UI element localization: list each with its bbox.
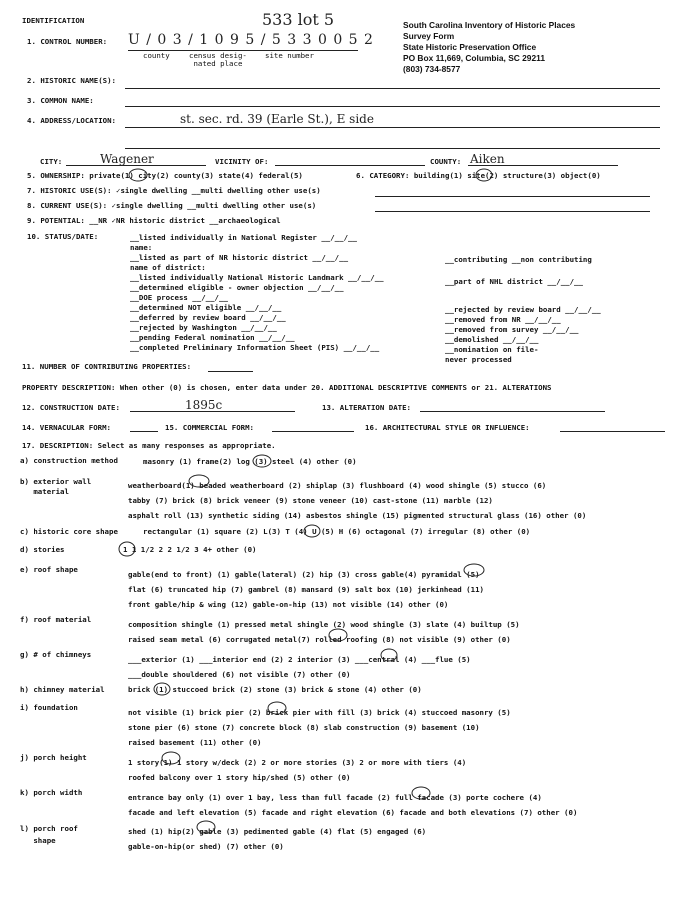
selection-circle [304,525,320,537]
row-label-foundation: i) foundation [20,703,78,712]
option-line: flat (6) truncated hip (7) gambrel (8) mansard (9) salt box (10) jerkinhead (11) [128,585,484,594]
office-line: PO Box 11,669, Columbia, SC 29211 [403,53,545,63]
status-item: __rejected by review board __/__/__ [445,305,601,314]
status-item: name of district: [130,263,206,272]
status-item: __listed as part of NR historic district __/__/__ [130,253,349,262]
description-heading: 17. DESCRIPTION: Select as many responses as appropriate. [22,441,276,450]
selection-circle [412,787,430,799]
commercial-form-label: 15. COMMERCIAL FORM: [165,423,254,432]
status-item: __removed from survey __/__/__ [445,325,579,334]
ownership-line: 5. OWNERSHIP: private(1) city(2) county(3) state(4) federal(5) [27,171,303,180]
row-label-porch-height: j) porch height [20,753,87,762]
status-item: __removed from NR __/__/__ [445,315,561,324]
status-item: __demolished __/__/__ [445,335,539,344]
selection-circle [381,649,397,661]
row-label-porch-width: k) porch width [20,788,83,797]
identification-heading: IDENTIFICATION [22,16,85,25]
contributing-properties-label: 11. NUMBER OF CONTRIBUTING PROPERTIES: [22,362,192,371]
selection-circle [162,752,180,764]
status-item: __contributing __non contributing [445,255,592,264]
row-options-construction: masonry (1) frame(2) log (3) steel (4) other (0) [143,457,357,466]
status-item: __rejected by Washington __/__/__ [130,323,277,332]
row-options-core-shape: rectangular (1) square (2) L(3) T (4) U (5) H (6) octagonal (7) irregular (8) other (0) [143,527,531,536]
site-number-sublabel: site number [265,51,314,60]
office-line: South Carolina Inventory of Historic Places [403,20,576,30]
status-item: __listed individually in National Register __/__/__ [130,233,357,242]
handwritten-lot-note: 533 lot 5 [262,10,335,29]
option-line: 1 story(1) 1 story w/deck (2) 2 or more stories (3) 2 or more with tiers (4) [128,758,467,767]
architectural-style-label: 16. ARCHITECTURAL STYLE OR INFLUENCE: [365,423,530,432]
office-line: (803) 734-8577 [403,64,461,74]
status-item: __determined NOT eligible __/__/__ [130,303,282,312]
control-number-value: U / 0 3 / 1 0 9 5 / 5 3 3 0 0 5 2 [128,32,374,48]
option-line: roofed balcony over 1 story hip/shed (5) other (0) [128,773,351,782]
option-line: ___exterior (1) ___interior end (2) 2 interior (3) ___central (4) ___flue (5) [128,655,471,664]
option-line: weatherboard(1) beaded weatherboard (2) shiplap (3) flushboard (4) wood shingle (5) stucco (6) [128,481,547,490]
selection-circle [476,169,492,181]
census-sublabel: census desig- nated place [189,51,247,69]
option-line: gable(end to front) (1) gable(lateral) (2) hip (3) cross gable(4) pyramidal (5) [128,570,480,579]
row-label-roof-shape: e) roof shape [20,565,78,574]
row-label-porch-roof: l) porch roof shape [20,824,78,845]
address-value: st. sec. rd. 39 (Earle St.), E side [180,112,374,126]
option-line: asphalt roll (13) synthetic siding (14) asbestos shingle (15) pigmented structural glass (16) other (0) [128,511,587,520]
status-item: __DOE process __/__/__ [130,293,228,302]
status-label: 10. STATUS/DATE: [27,232,99,241]
address-label: 4. ADDRESS/LOCATION: [27,116,116,125]
selection-circle [329,629,347,641]
status-item: __deferred by review board __/__/__ [130,313,286,322]
row-label-stories: d) stories [20,545,65,554]
status-item: __completed Preliminary Information Sheet (PIS) __/__/__ [130,343,380,352]
selection-circle [154,683,170,695]
row-label-core-shape: c) historic core shape [20,527,118,536]
county-field-label: COUNTY: [430,157,462,166]
row-label-construction: a) construction method [20,456,118,465]
row-options-stories: 1 1 1/2 2 2 1/2 3 4+ other (0) [123,545,257,554]
option-line: stone pier (6) stone (7) concrete block (8) slab construction (9) basement (10) [128,723,480,732]
selection-circle [268,702,286,714]
status-item: never processed [445,355,512,364]
city-value: Wagener [100,152,154,166]
selection-circle [129,169,147,181]
row-options-chimney-material: brick (1) stuccoed brick (2) stone (3) brick & stone (4) other (0) [128,685,422,694]
row-label-chimney-material: h) chimney material [20,685,105,694]
status-item: __listed individually National Historic Landmark __/__/__ [130,273,384,282]
potential-line: 9. POTENTIAL: __NR ✓NR historic district __archaeological [27,216,281,225]
option-line: raised basement (11) other (0) [128,738,262,747]
option-line: tabby (7) brick (8) brick veneer (9) stone veneer (10) cast-stone (11) marble (12) [128,496,493,505]
city-label: CITY: [40,157,63,166]
county-value: Aiken [470,152,505,166]
common-name-label: 3. COMMON NAME: [27,96,94,105]
property-description-note: PROPERTY DESCRIPTION: When other (0) is chosen, enter data under 20. ADDITIONAL DESCRIPTIVE COMMENTS or 21. ALTERATIONS [22,383,552,392]
status-item: __part of NHL district __/__/__ [445,277,583,286]
selection-circle [119,542,135,556]
control-number-label: 1. CONTROL NUMBER: [27,37,108,46]
construction-date-label: 12. CONSTRUCTION DATE: [22,403,120,412]
office-line: State Historic Preservation Office [403,42,537,52]
status-item: __nomination on file- [445,345,539,354]
construction-date-value: 1895c [185,398,223,412]
row-label-exterior-wall: b) exterior wall material [20,477,92,497]
option-line: gable-on-hip(or shed) (7) other (0) [128,842,284,851]
vicinity-label: VICINITY OF: [215,157,269,166]
county-sublabel: county [143,51,170,60]
historic-use-line: 7. HISTORIC USE(S): ✓single dwelling __multi dwelling other use(s) [27,186,321,195]
option-line: not visible (1) brick pier (2) brick pier with fill (3) brick (4) stuccoed masonry (5) [128,708,511,717]
option-line: front gable/hip & wing (12) gable-on-hip (13) not visible (14) other (0) [128,600,449,609]
selection-circle [464,564,484,576]
selection-circle [189,475,209,487]
option-line: raised seam metal (6) corrugated metal(7) rolled roofing (8) not visible (9) other (0) [128,635,511,644]
option-line: entrance bay only (1) over 1 bay, less than full facade (2) full facade (3) porte cochere (4) [128,793,542,802]
category-line: 6. CATEGORY: building(1) site(2) structure(3) object(0) [356,171,601,180]
row-label-chimneys: g) # of chimneys [20,650,92,659]
row-label-roof-material: f) roof material [20,615,92,624]
option-line: facade and left elevation (5) facade and right elevation (6) facade and both elevations (7) other (0) [128,808,578,817]
selection-circle [197,821,215,833]
current-use-line: 8. CURRENT USE(S): ✓single dwelling __multi dwelling other use(s) [27,201,317,210]
alteration-date-label: 13. ALTERATION DATE: [322,403,411,412]
option-line: shed (1) hip(2) gable (3) pedimented gable (4) flat (5) engaged (6) [128,827,427,836]
status-item: __determined eligible - owner objection __/__/__ [130,283,344,292]
option-line: ___double shouldered (6) not visible (7) other (0) [128,670,351,679]
status-item: __pending Federal nomination __/__/__ [130,333,295,342]
status-item: name: [130,243,153,252]
historic-names-label: 2. HISTORIC NAME(S): [27,76,116,85]
selection-circle [253,455,271,467]
option-line: composition shingle (1) pressed metal shingle (2) wood shingle (3) slate (4) builtup (5) [128,620,520,629]
vernacular-form-label: 14. VERNACULAR FORM: [22,423,111,432]
office-line: Survey Form [403,31,455,41]
